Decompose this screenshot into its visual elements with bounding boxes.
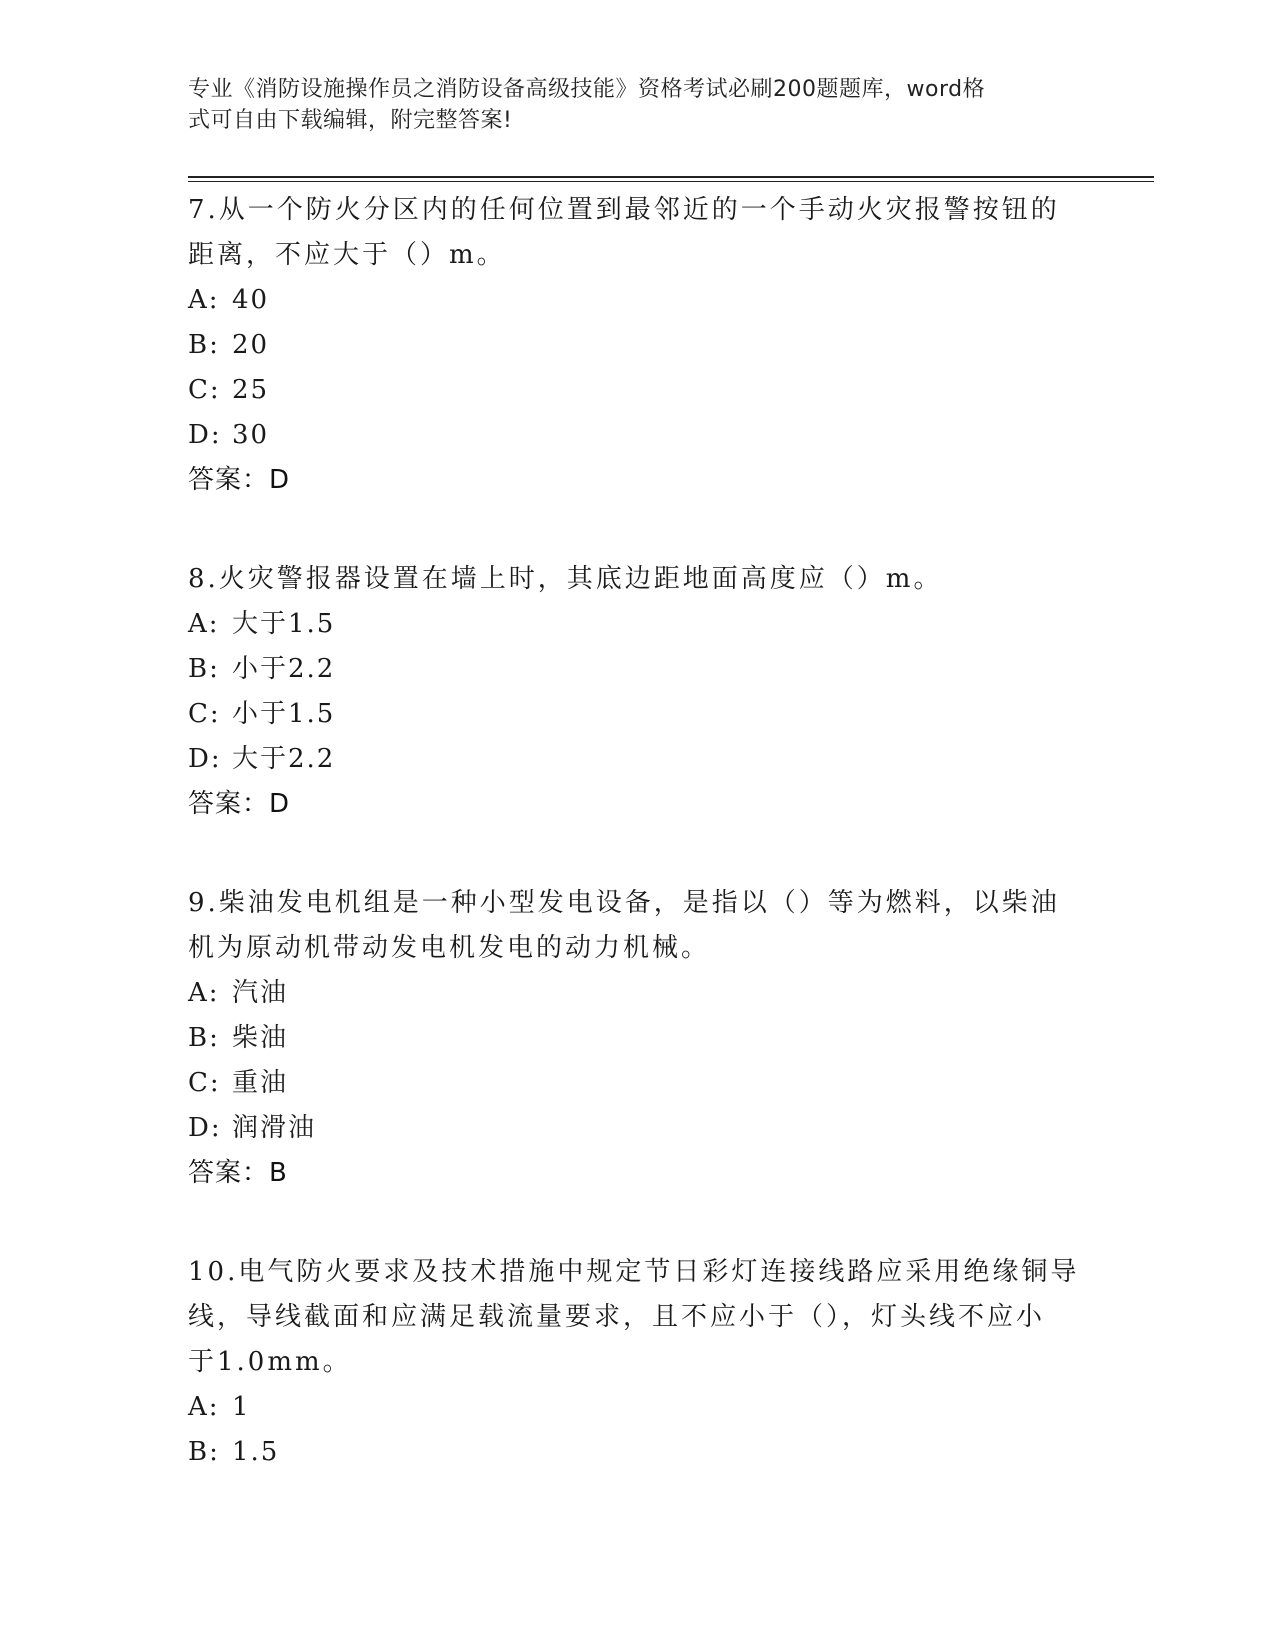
question-list [188, 188, 1088, 1475]
document-header [188, 74, 1068, 136]
option-d [188, 413, 1088, 458]
option-value: 大于1.5 [232, 609, 336, 639]
option-d [188, 1106, 1088, 1151]
option-letter: A: [188, 285, 220, 315]
option-b [188, 647, 1088, 692]
option-c [188, 692, 1088, 737]
option-letter: A: [188, 1392, 220, 1422]
option-value: 大于2.2 [232, 744, 336, 774]
option-letter: D: [188, 420, 222, 450]
option-letter: A: [188, 978, 220, 1008]
option-letter: A: [188, 609, 220, 639]
question-8 [188, 557, 1088, 827]
option-letter: B: [188, 654, 220, 684]
option-letter: B: [188, 1437, 220, 1467]
option-value: 25 [232, 375, 270, 405]
option-a [188, 602, 1088, 647]
option-letter: D: [188, 1113, 222, 1143]
question-text-line: 于1.0mm。 [188, 1347, 352, 1377]
option-a [188, 1385, 1088, 1430]
option-letter: B: [188, 1023, 220, 1053]
question-spacer [188, 827, 1088, 881]
question-10 [188, 1250, 1088, 1475]
option-value: 40 [232, 285, 270, 315]
question-text-line: 10.电气防火要求及技术措施中规定节日彩灯连接线路应采用绝缘铜导 [188, 1257, 1080, 1287]
option-letter: C: [188, 375, 221, 405]
answer-line: 答案：D [188, 465, 291, 495]
option-value: 1.5 [232, 1437, 280, 1467]
question-text-line: 线，导线截面和应满足载流量要求，且不应小于（），灯头线不应小 [188, 1302, 1046, 1332]
question-7 [188, 188, 1088, 503]
question-text-line: 7.从一个防火分区内的任何位置到最邻近的一个手动火灾报警按钮的 [188, 195, 1060, 225]
option-b [188, 1016, 1088, 1061]
option-value: 润滑油 [232, 1113, 317, 1143]
question-9 [188, 881, 1088, 1196]
question-text-line: 9.柴油发电机组是一种小型发电设备，是指以（）等为燃料，以柴油 [188, 888, 1060, 918]
option-letter: D: [188, 744, 222, 774]
option-b [188, 323, 1088, 368]
question-text-line: 距离，不应大于（）m。 [188, 240, 506, 270]
option-value: 1 [232, 1392, 251, 1422]
option-a [188, 971, 1088, 1016]
answer-line: 答案：D [188, 789, 291, 819]
option-b [188, 1430, 1088, 1475]
option-value: 重油 [232, 1068, 289, 1098]
question-spacer [188, 1196, 1088, 1250]
option-value: 柴油 [232, 1023, 289, 1053]
option-letter: C: [188, 699, 221, 729]
header-line-1: 专业《消防设施操作员之消防设备高级技能》资格考试必刷200题题库，word格 [188, 77, 986, 102]
option-letter: B: [188, 330, 220, 360]
option-c [188, 1061, 1088, 1106]
option-value: 30 [232, 420, 270, 450]
option-a [188, 278, 1088, 323]
option-value: 20 [232, 330, 270, 360]
question-text-line: 机为原动机带动发电机发电的动力机械。 [188, 933, 711, 963]
header-divider-thick [188, 176, 1154, 178]
question-spacer [188, 503, 1088, 557]
option-letter: C: [188, 1068, 221, 1098]
answer-line: 答案：B [188, 1158, 288, 1188]
question-text-line: 8.火灾警报器设置在墙上时，其底边距地面高度应（）m。 [188, 564, 943, 594]
option-c [188, 368, 1088, 413]
option-value: 小于2.2 [232, 654, 336, 684]
option-d [188, 737, 1088, 782]
option-value: 汽油 [232, 978, 289, 1008]
option-value: 小于1.5 [232, 699, 336, 729]
header-line-2: 式可自由下载编辑，附完整答案! [188, 108, 513, 133]
header-divider-thin [188, 181, 1154, 182]
